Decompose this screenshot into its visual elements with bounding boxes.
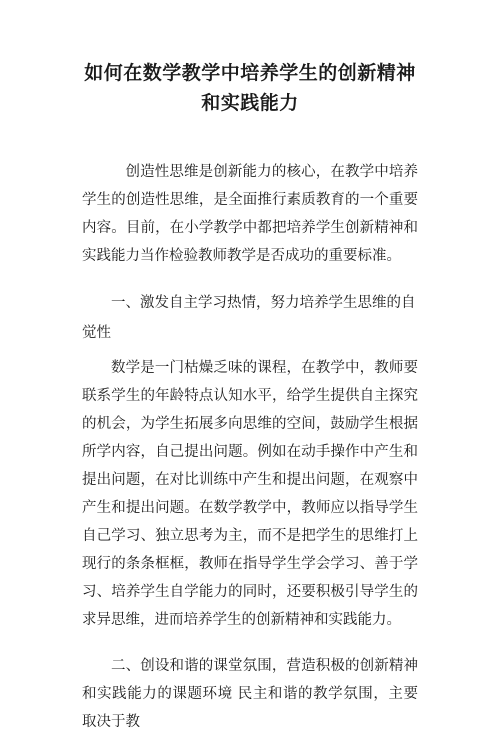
document-title: 如何在数学教学中培养学生的创新精神和实践能力 (84, 62, 416, 114)
section-1-body: 数学是一门枯燥乏味的课程，在教学中，教师要联系学生的年龄特点认知水平，给学生提供自主探究的机会，为学生拓展多向思维的空间，鼓励学生根据所学内容，自己提出问题。例如在动手操作中产生和提出问题，在对比训练中产生和提出问题，在观察中产生和提出问题。在数学教学中，教师应以指导学生自己学习、独立思考为主，而不是把学生的思维打上现行的条条框框，教师在指导学生学会学习、善于学习、培养学生自学能力的同时，还要积极引导学生的求异思维，进而培养学生的创新精神和实践能力。 (82, 360, 418, 628)
intro-paragraph: 创造性思维是创新能力的核心，在教学中培养学生的创造性思维，是全面推行素质教育的一个重要内容。目前，在小学教学中都把培养学生创新精神和实践能力当作检验教师教学是否成功的重要标准。 (82, 164, 418, 264)
section-1-heading: 一、激发自主学习热情，努力培养学生思维的自觉性 (82, 295, 416, 341)
section-2-body: 二、创设和谐的课堂氛围，营造积极的创新精神和实践能力的课题环境 民主和谐的教学氛围，主要取决于教 (82, 658, 418, 730)
